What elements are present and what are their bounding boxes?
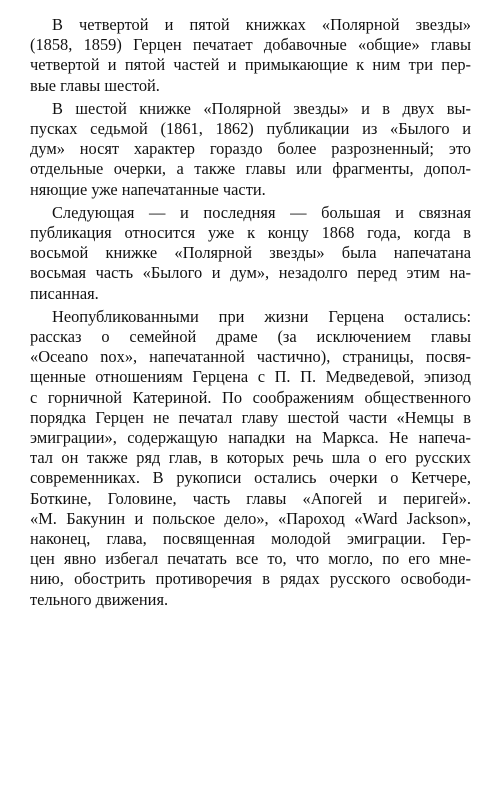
text-line: наконец, глава, посвященная молодой эмиграции. Гер- xyxy=(30,529,471,549)
text-line: порядка Герцен не печатал главу шестой части «Немцы в xyxy=(30,407,471,427)
text-line: восьмая часть «Былого и дум», незадолго перед этим на- xyxy=(30,263,471,283)
text-line: четвертой и пятой частей и примыкающие к ним три пер- xyxy=(30,55,471,75)
text-line: цен явно избегал печатать все то, что могло, по его мне- xyxy=(30,549,471,569)
text-line: вые главы шестой. xyxy=(30,75,160,95)
text-line: современниках. В рукописи остались очерки о Кетчере, xyxy=(30,468,471,488)
text-line: нию, обострить противоречия в рядах русского освободи- xyxy=(30,569,471,589)
text-line: с горничной Катериной. По соображениям общественного xyxy=(30,387,471,407)
body-text xyxy=(30,15,471,613)
text-line: писанная. xyxy=(30,283,99,303)
paragraph xyxy=(30,307,471,610)
paragraph xyxy=(30,203,471,304)
text-line: эмиграции», содержащую нападки на Маркса. Не напеча- xyxy=(30,428,471,448)
text-line: (1858, 1859) Герцен печатает добавочные «общие» главы xyxy=(30,35,471,55)
text-line: В четвертой и пятой книжках «Полярной звезды» xyxy=(52,15,471,34)
text-line: отдельные очерки, а также главы или фрагменты, допол- xyxy=(30,159,471,179)
text-line: тал он также ряд глав, в которых речь шла о его русских xyxy=(30,448,471,468)
text-line: «Oceano nox», напечатанной частично), страницы, посвя- xyxy=(30,347,471,367)
text-line: тельного движения. xyxy=(30,589,169,609)
text-line: Неопубликованными при жизни Герцена остались: xyxy=(52,306,471,326)
text-line: щенные отношениям Герцена с П. П. Медведевой, эпизод xyxy=(30,367,471,387)
paragraph xyxy=(30,99,471,200)
text-line: няющие уже напечатанные части. xyxy=(30,179,266,199)
text-line: пусках седьмой (1861, 1862) публикации из «Былого и xyxy=(30,119,471,139)
text-line: восьмой книжке «Полярной звезды» была напечатана xyxy=(30,243,471,263)
text-line: Боткине, Головине, часть главы «Апогей и перигей». xyxy=(30,488,471,508)
text-line: дум» носят характер гораздо более разрозненный; это xyxy=(30,139,471,159)
text-line: публикация относится уже к концу 1868 года, когда в xyxy=(30,223,471,243)
text-line: рассказ о семейной драме (за исключением главы xyxy=(30,327,471,347)
text-line: В шестой книжке «Полярной звезды» и в двух вы- xyxy=(52,98,471,118)
text-line: «М. Бакунин и польское дело», «Пароход «Ward Jackson», xyxy=(30,508,471,528)
paragraph xyxy=(30,15,471,96)
text-line: Следующая — и последняя — большая и связная xyxy=(52,202,471,222)
